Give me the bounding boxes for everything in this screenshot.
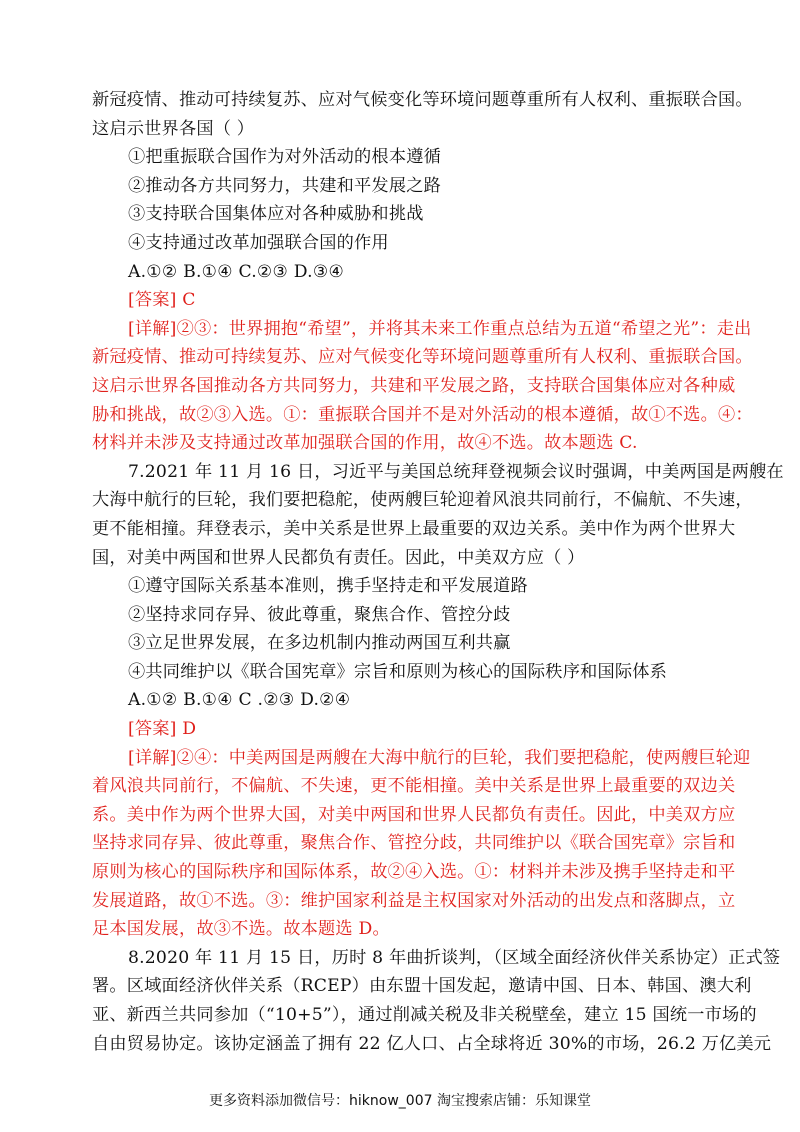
q7-explanation-line: 系。美中作为两个世界大国，对美中两国和世界人民都负有责任。因此，中美双方应 (92, 804, 736, 825)
q6-option: ①把重振联合国作为对外活动的根本遵循 (128, 147, 441, 168)
q7-stem-line: 7.2021 年 11 月 16 日，习近平与美国总统拜登视频会议时强调，中美两国是两艘在 (128, 461, 784, 482)
q7-explanation-line: 发展道路，故①不选。③：维护国家利益是主权国家对外活动的出发点和落脚点，立 (92, 890, 736, 911)
q7-explanation-line: 原则为核心的国际秩序和国际体系，故②④入选。①：材料并未涉及携手坚持走和平 (92, 862, 736, 883)
q7-stem-line: 大海中航行的巨轮，我们要把稳舵，使两艘巨轮迎着风浪共同前行，不偏航、不失速， (92, 490, 753, 511)
q7-explanation-line: 足本国发展，故③不选。故本题选 D。 (92, 919, 390, 940)
q8-stem-line: 署。区域面经济伙伴关系（RCEP）由东盟十国发起，邀请中国、日本、韩国、澳大利 (92, 976, 752, 997)
q6-explanation-line: [详解]②③：世界拥抱“希望”，并将其未来工作重点总结为五道“希望之光”：走出 (128, 318, 752, 339)
q7-explanation-line: [详解]②④：中美两国是两艘在大海中航行的巨轮，我们要把稳舵，使两艘巨轮迎 (128, 747, 751, 768)
q6-explanation-line: 新冠疫情、推动可持续复苏、应对气候变化等环境问题尊重所有人权利、重振联合国。 (92, 347, 753, 368)
q7-answer: [答案] D (128, 719, 197, 740)
q7-option: ②坚持求同存异、彼此尊重，聚焦合作、管控分歧 (128, 604, 511, 625)
q6-option: ④支持通过改革加强联合国的作用 (128, 232, 389, 253)
q6-stem-line: 这启示世界各国（ ） (92, 118, 255, 139)
document-page (92, 86, 784, 1058)
q8-stem-line: 自由贸易协定。该协定涵盖了拥有 22 亿人口、占全球将近 30%的市场，26.2 万亿美元 (92, 1033, 772, 1054)
q6-explanation-line: 胁和挑战，故②③入选。①：重振联合国并不是对外活动的根本遵循，故①不选。④： (92, 404, 753, 425)
q6-option: ③支持联合国集体应对各种威胁和挑战 (128, 204, 424, 225)
q7-option: ④共同维护以《联合国宪章》宗旨和原则为核心的国际秩序和国际体系 (128, 661, 668, 682)
q6-explanation-line: 材料并未涉及支持通过改革加强联合国的作用，故④不选。故本题选 C. (92, 433, 638, 454)
q7-option: ①遵守国际关系基本准则，携手坚持走和平发展道路 (128, 576, 528, 597)
q7-option: ③立足世界发展，在多边机制内推动两国互利共赢 (128, 633, 511, 654)
q7-stem-line: 国，对美中两国和世界人民都负有责任。因此，中美双方应（ ） (92, 547, 585, 568)
q7-explanation-line: 坚持求同存异、彼此尊重，聚焦合作、管控分歧，共同维护以《联合国宪章》宗旨和 (92, 833, 736, 854)
q6-option: ②推动各方共同努力，共建和平发展之路 (128, 175, 441, 196)
q8-stem-line: 8.2020 年 11 月 15 日，历时 8 年曲折谈判，（区域全面经济伙伴关系协定）正式签 (128, 947, 781, 968)
q6-choices: A.①② B.①④ C.②③ D.③④ (128, 261, 345, 282)
q6-stem-line: 新冠疫情、推动可持续复苏、应对气候变化等环境问题尊重所有人权利、重振联合国。 (92, 90, 753, 110)
q6-answer: [答案] C (128, 290, 196, 311)
page-footer: 更多资料添加微信号：hiknow_007 淘宝搜索店铺：乐知课堂 (209, 1093, 591, 1109)
q7-explanation-line: 着风浪共同前行，不偏航、不失速，更不能相撞。美中关系是世界上最重要的双边关 (92, 776, 736, 797)
q7-stem-line: 更不能相撞。拜登表示，美中关系是世界上最重要的双边关系。美中作为两个世界大 (92, 518, 736, 539)
q8-stem-line: 亚、新西兰共同参加（“10+5”），通过削减关税及非关税壁垒，建立 15 国统一市场的 (92, 1005, 757, 1025)
q7-choices: A.①② B.①④ C .②③ D.②④ (128, 690, 351, 711)
q6-explanation-line: 这启示世界各国推动各方共同努力，共建和平发展之路，支持联合国集体应对各种威 (92, 375, 736, 396)
